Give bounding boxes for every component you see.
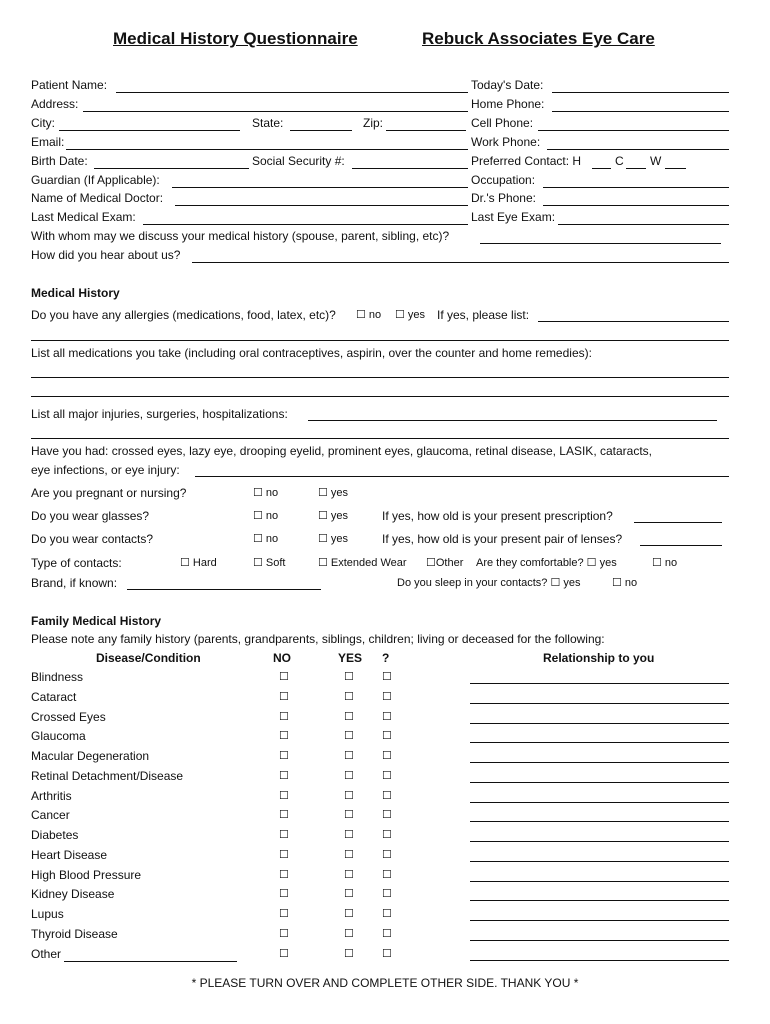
pregnant-yes-checkbox[interactable]: ☐ yes [318, 487, 349, 499]
family-yes-checkbox[interactable]: ☐ [344, 908, 354, 920]
footer-note: * PLEASE TURN OVER AND COMPLETE OTHER SIDE. THANK YOU * [191, 976, 579, 990]
occupation-label: Occupation: [471, 173, 536, 187]
guardian-field[interactable] [172, 187, 468, 188]
condition-label: Diabetes [31, 828, 79, 842]
relationship-field[interactable] [470, 683, 729, 684]
contact-hard-checkbox[interactable]: ☐ Hard [180, 557, 217, 569]
condition-label: Other [31, 947, 62, 961]
col-yes-header: YES [338, 651, 363, 665]
family-yes-checkbox[interactable]: ☐ [344, 711, 354, 723]
work-phone-field[interactable] [547, 149, 729, 150]
city-field[interactable] [59, 130, 240, 131]
conditions-label-2: eye infections, or eye injury: [31, 463, 180, 477]
last-eye-exam-label: Last Eye Exam: [471, 210, 556, 224]
family-history-heading: Family Medical History [31, 614, 162, 628]
contact-extended-checkbox[interactable]: ☐ Extended Wear [318, 557, 407, 569]
col-no-header: NO [273, 651, 291, 665]
family-no-checkbox[interactable]: ☐ [279, 888, 289, 900]
family-yes-checkbox[interactable]: ☐ [344, 770, 354, 782]
family-no-checkbox[interactable]: ☐ [279, 770, 289, 782]
allergies-no-checkbox[interactable]: ☐ no [356, 309, 382, 321]
pref-c-field[interactable] [626, 168, 646, 169]
family-unknown-checkbox[interactable]: ☐ [382, 790, 392, 802]
family-unknown-checkbox[interactable]: ☐ [382, 750, 392, 762]
family-no-checkbox[interactable]: ☐ [279, 711, 289, 723]
family-no-checkbox[interactable]: ☐ [279, 908, 289, 920]
family-no-checkbox[interactable]: ☐ [279, 928, 289, 940]
condition-label: Cancer [31, 808, 70, 822]
sleep-yes-checkbox[interactable]: Do you sleep in your contacts? ☐ yes [397, 577, 581, 589]
family-no-checkbox[interactable]: ☐ [279, 948, 289, 960]
family-yes-checkbox[interactable]: ☐ [344, 790, 354, 802]
family-unknown-checkbox[interactable]: ☐ [382, 809, 392, 821]
relationship-field[interactable] [470, 841, 729, 842]
zip-label: Zip: [363, 116, 384, 130]
family-unknown-checkbox[interactable]: ☐ [382, 888, 392, 900]
dr-phone-label: Dr.'s Phone: [471, 191, 536, 205]
relationship-field[interactable] [470, 960, 729, 961]
practice-name: Rebuck Associates Eye Care [422, 29, 655, 48]
family-yes-checkbox[interactable]: ☐ [344, 691, 354, 703]
conditions-field[interactable] [195, 476, 729, 477]
family-no-checkbox[interactable]: ☐ [279, 790, 289, 802]
family-yes-checkbox[interactable]: ☐ [344, 750, 354, 762]
guardian-label: Guardian (If Applicable): [31, 173, 160, 187]
preferred-contact-label: Preferred Contact: H [471, 154, 582, 168]
contacts-no-checkbox[interactable]: ☐ no [253, 533, 279, 545]
relationship-field[interactable] [470, 821, 729, 822]
other-condition-field[interactable] [64, 961, 237, 962]
family-yes-checkbox[interactable]: ☐ [344, 849, 354, 861]
contacts-label: Do you wear contacts? [31, 532, 154, 546]
family-no-checkbox[interactable]: ☐ [279, 869, 289, 881]
medications-field-1[interactable] [31, 377, 729, 378]
family-unknown-checkbox[interactable]: ☐ [382, 849, 392, 861]
family-unknown-checkbox[interactable]: ☐ [382, 730, 392, 742]
family-unknown-checkbox[interactable]: ☐ [382, 928, 392, 940]
medical-history-heading: Medical History [31, 286, 120, 300]
family-history-instructions: Please note any family history (parents, grandparents, siblings, children; living or deceased for the following: [31, 632, 605, 646]
family-yes-checkbox[interactable]: ☐ [344, 730, 354, 742]
pref-w-label: W [650, 154, 662, 168]
condition-label: Glaucoma [31, 729, 86, 743]
condition-label: Lupus [31, 907, 64, 921]
patient-name-label: Patient Name: [31, 78, 108, 92]
occupation-field[interactable] [543, 187, 729, 188]
condition-label: Heart Disease [31, 848, 108, 862]
relationship-field[interactable] [470, 703, 729, 704]
state-field[interactable] [290, 130, 352, 131]
state-label: State: [252, 116, 284, 130]
conditions-label: Have you had: crossed eyes, lazy eye, drooping eyelid, prominent eyes, glaucoma, retinal disease, LASIK, cataracts, [31, 444, 652, 458]
condition-label: Cataract [31, 690, 77, 704]
condition-label: Retinal Detachment/Disease [31, 769, 184, 783]
form-title: Medical History Questionnaire [113, 29, 358, 48]
condition-label: Macular Degeneration [31, 749, 150, 763]
contact-other-checkbox[interactable]: ☐Other [426, 557, 464, 569]
zip-field[interactable] [386, 130, 466, 131]
relationship-field[interactable] [470, 920, 729, 921]
patient-name-field[interactable] [116, 92, 468, 93]
allergies-if-yes-label: If yes, please list: [437, 308, 530, 322]
family-unknown-checkbox[interactable]: ☐ [382, 671, 392, 683]
birth-date-label: Birth Date: [31, 154, 88, 168]
allergies-list-field[interactable] [538, 321, 729, 322]
discuss-with-label: With whom may we discuss your medical history (spouse, parent, sibling, etc)? [31, 229, 450, 243]
relationship-field[interactable] [470, 881, 729, 882]
ssn-field[interactable] [352, 168, 468, 169]
family-yes-checkbox[interactable]: ☐ [344, 869, 354, 881]
ssn-label: Social Security #: [252, 154, 345, 168]
condition-label: Arthritis [31, 789, 72, 803]
glasses-label: Do you wear glasses? [31, 509, 150, 523]
medications-field-2[interactable] [31, 396, 729, 397]
family-unknown-checkbox[interactable]: ☐ [382, 691, 392, 703]
contacts-followup-field[interactable] [640, 545, 722, 546]
address-label: Address: [31, 97, 79, 111]
family-yes-checkbox[interactable]: ☐ [344, 829, 354, 841]
comfortable-no-checkbox[interactable]: ☐ no [652, 557, 678, 569]
family-no-checkbox[interactable]: ☐ [279, 730, 289, 742]
relationship-field[interactable] [470, 861, 729, 862]
family-unknown-checkbox[interactable]: ☐ [382, 770, 392, 782]
birth-date-field[interactable] [94, 168, 249, 169]
family-unknown-checkbox[interactable]: ☐ [382, 948, 392, 960]
condition-label: Thyroid Disease [31, 927, 118, 941]
cell-phone-label: Cell Phone: [471, 116, 534, 130]
family-no-checkbox[interactable]: ☐ [279, 750, 289, 762]
pref-c-label: C [615, 154, 624, 168]
pref-w-field[interactable] [665, 168, 686, 169]
family-unknown-checkbox[interactable]: ☐ [382, 829, 392, 841]
medical-doctor-label: Name of Medical Doctor: [31, 191, 164, 205]
email-label: Email: [31, 135, 65, 149]
family-no-checkbox[interactable]: ☐ [279, 691, 289, 703]
last-medical-exam-label: Last Medical Exam: [31, 210, 136, 224]
medications-label: List all medications you take (including oral contraceptives, aspirin, over the counter and home remedies): [31, 346, 592, 360]
condition-label: Blindness [31, 670, 84, 684]
relationship-field[interactable] [470, 723, 729, 724]
relationship-field[interactable] [470, 900, 729, 901]
condition-label: Kidney Disease [31, 887, 115, 901]
allergies-yes-checkbox[interactable]: ☐ yes [395, 309, 426, 321]
relationship-field[interactable] [470, 802, 729, 803]
home-phone-field[interactable] [552, 111, 729, 112]
contacts-yes-checkbox[interactable]: ☐ yes [318, 533, 349, 545]
cell-phone-field[interactable] [538, 130, 729, 131]
family-unknown-checkbox[interactable]: ☐ [382, 869, 392, 881]
last-eye-exam-field[interactable] [558, 224, 729, 225]
glasses-followup-label: If yes, how old is your present prescription? [382, 509, 613, 523]
email-field[interactable] [66, 149, 468, 150]
brand-field[interactable] [127, 589, 321, 590]
address-field[interactable] [83, 111, 468, 112]
condition-label: High Blood Pressure [31, 868, 142, 882]
injuries-field-2[interactable] [31, 438, 729, 439]
relationship-field[interactable] [470, 940, 729, 941]
glasses-followup-field[interactable] [634, 522, 722, 523]
family-no-checkbox[interactable]: ☐ [279, 829, 289, 841]
contact-type-label: Type of contacts: [31, 556, 122, 570]
hear-about-label: How did you hear about us? [31, 248, 181, 262]
discuss-with-field[interactable] [480, 243, 721, 244]
relationship-field[interactable] [470, 782, 729, 783]
allergies-label: Do you have any allergies (medications, food, latex, etc)? [31, 308, 336, 322]
home-phone-label: Home Phone: [471, 97, 545, 111]
relationship-field[interactable] [470, 762, 729, 763]
family-no-checkbox[interactable]: ☐ [279, 809, 289, 821]
brand-label: Brand, if known: [31, 576, 118, 590]
injuries-field-1[interactable] [308, 420, 717, 421]
family-no-checkbox[interactable]: ☐ [279, 671, 289, 683]
family-yes-checkbox[interactable]: ☐ [344, 948, 354, 960]
col-relationship-header: Relationship to you [543, 651, 655, 665]
family-yes-checkbox[interactable]: ☐ [344, 809, 354, 821]
glasses-yes-checkbox[interactable]: ☐ yes [318, 510, 349, 522]
hear-about-field[interactable] [192, 262, 729, 263]
city-label: City: [31, 116, 55, 130]
family-yes-checkbox[interactable]: ☐ [344, 888, 354, 900]
pref-h-field[interactable] [592, 168, 611, 169]
medical-doctor-field[interactable] [175, 205, 468, 206]
comfortable-yes-checkbox[interactable]: Are they comfortable? ☐ yes [476, 557, 617, 569]
last-medical-exam-field[interactable] [143, 224, 468, 225]
relationship-field[interactable] [470, 742, 729, 743]
work-phone-label: Work Phone: [471, 135, 541, 149]
family-unknown-checkbox[interactable]: ☐ [382, 711, 392, 723]
col-unknown-header: ? [382, 651, 390, 665]
family-yes-checkbox[interactable]: ☐ [344, 671, 354, 683]
family-yes-checkbox[interactable]: ☐ [344, 928, 354, 940]
glasses-no-checkbox[interactable]: ☐ no [253, 510, 279, 522]
col-disease-header: Disease/Condition [96, 651, 201, 665]
family-unknown-checkbox[interactable]: ☐ [382, 908, 392, 920]
family-no-checkbox[interactable]: ☐ [279, 849, 289, 861]
sleep-no-checkbox[interactable]: ☐ no [612, 577, 638, 589]
todays-date-field[interactable] [552, 92, 729, 93]
pregnant-label: Are you pregnant or nursing? [31, 486, 187, 500]
contact-soft-checkbox[interactable]: ☐ Soft [253, 557, 286, 569]
injuries-label: List all major injuries, surgeries, hospitalizations: [31, 407, 288, 421]
dr-phone-field[interactable] [543, 205, 729, 206]
todays-date-label: Today's Date: [471, 78, 544, 92]
pregnant-no-checkbox[interactable]: ☐ no [253, 487, 279, 499]
allergies-list-field-2[interactable] [31, 340, 729, 341]
condition-label: Crossed Eyes [31, 710, 106, 724]
contacts-followup-label: If yes, how old is your present pair of lenses? [382, 532, 623, 546]
